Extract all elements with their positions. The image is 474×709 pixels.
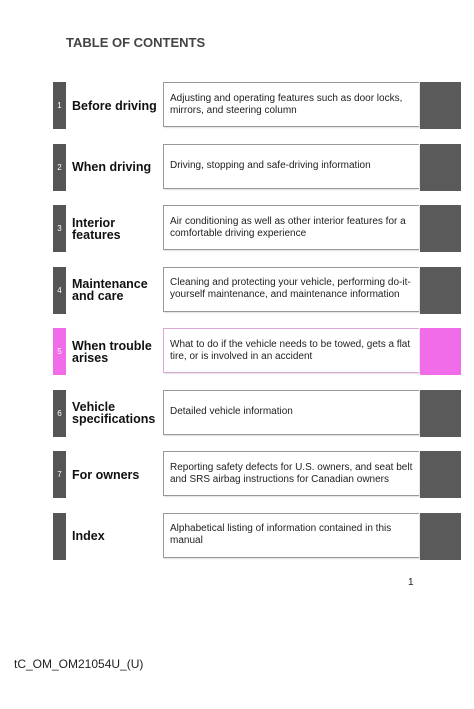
section-description: Driving, stopping and safe-driving information: [163, 144, 419, 189]
toc-row-for-owners[interactable]: [53, 451, 461, 498]
toc-row-when-trouble-arises[interactable]: [53, 328, 461, 375]
section-title[interactable]: Before driving: [72, 98, 157, 113]
section-description: Detailed vehicle information: [163, 390, 419, 435]
section-edge-tab[interactable]: [420, 390, 461, 437]
section-description: Cleaning and protecting your vehicle, performing do-it-yourself maintenance, and maintenance information: [163, 267, 419, 312]
section-edge-tab[interactable]: [420, 144, 461, 191]
section-description: Air conditioning as well as other interior features for a comfortable driving experience: [163, 205, 419, 250]
page-number: 1: [408, 577, 414, 588]
section-tab: [53, 513, 66, 560]
section-edge-tab[interactable]: [420, 328, 461, 375]
toc-row-index[interactable]: [53, 513, 461, 560]
section-tab: 4: [53, 267, 66, 314]
section-title[interactable]: Maintenance and care: [72, 277, 148, 303]
toc-row-maintenance[interactable]: [53, 267, 461, 314]
section-title[interactable]: Interior features: [72, 215, 121, 242]
document-code: tC_OM_OM21054U_(U): [14, 657, 144, 671]
section-edge-tab[interactable]: [420, 82, 461, 129]
section-description: Alphabetical listing of information contained in this manual: [163, 513, 419, 558]
toc-row-when-driving[interactable]: [53, 144, 461, 191]
section-tab: 6: [53, 390, 66, 437]
page-title: TABLE OF CONTENTS: [66, 35, 206, 50]
toc-list: [53, 82, 461, 574]
section-tab: 1: [53, 82, 66, 129]
section-title[interactable]: When trouble arises: [72, 338, 152, 365]
section-tab: 3: [53, 205, 66, 252]
section-title[interactable]: When driving: [72, 160, 152, 174]
section-description: Reporting safety defects for U.S. owners, and seat belt and SRS airbag instructions for Canadian owners: [163, 451, 419, 496]
section-tab: 7: [53, 451, 66, 498]
toc-row-interior-features[interactable]: [53, 205, 461, 252]
section-tab: 2: [53, 144, 66, 191]
section-edge-tab[interactable]: [420, 267, 461, 314]
toc-row-vehicle-specifications[interactable]: [53, 390, 461, 437]
section-edge-tab[interactable]: [420, 513, 461, 560]
section-tab: 5: [53, 328, 66, 375]
section-title[interactable]: Vehicle specifications: [72, 400, 156, 426]
section-title[interactable]: Index: [72, 529, 105, 543]
section-description: Adjusting and operating features such as door locks, mirrors, and steering column: [163, 82, 419, 127]
section-edge-tab[interactable]: [420, 451, 461, 498]
section-title[interactable]: For owners: [72, 467, 140, 482]
section-edge-tab[interactable]: [420, 205, 461, 252]
section-description: What to do if the vehicle needs to be towed, gets a flat tire, or is involved in an accident: [163, 328, 419, 373]
toc-row-before-driving[interactable]: [53, 82, 461, 129]
